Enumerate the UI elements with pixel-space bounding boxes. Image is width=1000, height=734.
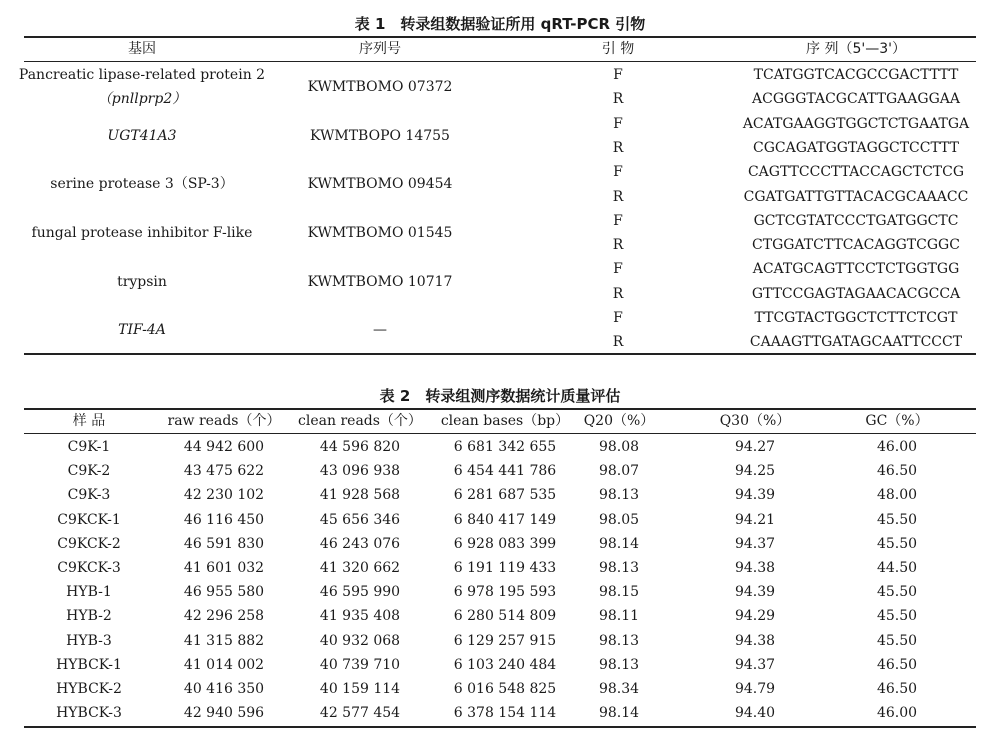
gc: 45.50 (876, 511, 918, 528)
primer-reverse: R (612, 188, 624, 205)
accession-number: KWMTBOMO 09454 (307, 176, 453, 193)
sample-name: HYBCK-2 (56, 681, 122, 697)
table2-header-rule (24, 433, 976, 434)
clean-bases: 6 454 441 786 (453, 463, 557, 480)
q20: 98.05 (598, 511, 640, 528)
header-gene: 基因 (128, 41, 156, 57)
clean-reads: 46 595 990 (319, 584, 401, 601)
sample-name: HYB-1 (66, 584, 112, 601)
clean-bases: 6 103 240 484 (453, 656, 557, 673)
q30: 94.37 (734, 535, 776, 552)
sequence-forward: TCATGGTCACGCCGACTTTT (753, 67, 959, 83)
sample-name: C9KCK-1 (57, 511, 121, 528)
raw-reads: 42 940 596 (183, 705, 265, 722)
raw-reads: 41 601 032 (183, 560, 265, 576)
header-sample: 样 品 (72, 413, 106, 429)
header-clean-bases: clean bases（bp） (440, 413, 570, 429)
primer-forward: F (613, 164, 623, 181)
raw-reads: 40 416 350 (183, 681, 265, 697)
q30: 94.29 (734, 608, 776, 625)
raw-reads: 41 315 882 (183, 632, 265, 649)
header-accession: 序列号 (359, 41, 401, 57)
accession-number: KWMTBOPO 14755 (310, 127, 450, 144)
table2-top-rule (24, 408, 976, 410)
q30: 94.27 (734, 439, 776, 455)
raw-reads: 41 014 002 (183, 656, 265, 673)
primer-reverse: R (612, 285, 624, 302)
clean-reads: 41 320 662 (319, 560, 401, 576)
q20: 98.13 (598, 487, 640, 504)
clean-reads: 40 159 114 (319, 681, 401, 697)
q20: 98.13 (598, 632, 640, 649)
sample-name: C9KCK-3 (57, 560, 121, 576)
sequence-forward: CAGTTCCCTTACCAGCTCTCG (747, 164, 965, 181)
q30: 94.39 (734, 487, 776, 504)
clean-bases: 6 280 514 809 (453, 608, 557, 625)
header-q20: Q20（%） (583, 413, 655, 429)
primer-forward: F (613, 212, 623, 229)
clean-reads: 46 243 076 (319, 535, 401, 552)
q20: 98.14 (598, 535, 640, 552)
sample-name: C9K-2 (67, 463, 111, 480)
q20: 98.11 (598, 608, 640, 625)
raw-reads: 46 955 580 (183, 584, 265, 601)
table1-top-rule (24, 36, 976, 38)
q20: 98.15 (598, 584, 640, 601)
header-raw-reads: raw reads（个） (167, 413, 281, 429)
gc: 46.00 (876, 705, 918, 722)
clean-reads: 41 928 568 (319, 487, 401, 504)
sample-name: C9K-1 (67, 439, 111, 455)
clean-reads: 42 577 454 (319, 705, 401, 722)
primer-forward: F (613, 115, 623, 132)
table1-header-rule (24, 61, 976, 62)
primer-forward: F (613, 310, 623, 326)
q20: 98.07 (598, 463, 640, 480)
gene-abbrev: （pnllprp2） (97, 91, 187, 108)
clean-bases: 6 281 687 535 (453, 487, 557, 504)
clean-reads: 44 596 820 (319, 439, 401, 455)
clean-bases: 6 978 195 593 (453, 584, 557, 601)
sample-name: C9KCK-2 (57, 535, 121, 552)
sample-name: HYBCK-1 (56, 656, 122, 673)
q30: 94.25 (734, 463, 776, 480)
q20: 98.13 (598, 560, 640, 576)
header-gc: GC（%） (865, 413, 929, 429)
primer-forward: F (613, 261, 623, 278)
sequence-reverse: CAAAGTTGATAGCAATTCCCT (749, 334, 963, 351)
clean-bases: 6 928 083 399 (453, 535, 557, 552)
gene-name: Pancreatic lipase-related protein 2 (18, 67, 266, 83)
clean-reads: 41 935 408 (319, 608, 401, 625)
gene-name: TIF-4A (118, 322, 166, 339)
raw-reads: 46 591 830 (183, 535, 265, 552)
sample-name: HYB-3 (66, 632, 112, 649)
header-primer: 引 物 (601, 41, 635, 57)
clean-reads: 45 656 346 (319, 511, 401, 528)
sample-name: HYB-2 (66, 608, 112, 625)
gc: 46.50 (876, 656, 918, 673)
q30: 94.21 (734, 511, 776, 528)
table2-bottom-rule (24, 726, 976, 728)
header-sequence: 序 列（5'—3'） (806, 41, 906, 57)
sequence-forward: TTCGTACTGGCTCTTCTCGT (754, 310, 958, 326)
q30: 94.38 (734, 632, 776, 649)
primer-reverse: R (612, 334, 624, 351)
clean-bases: 6 016 548 825 (453, 681, 557, 697)
sequence-forward: ACATGAAGGTGGCTCTGAATGA (742, 115, 970, 132)
raw-reads: 42 296 258 (183, 608, 265, 625)
header-clean-reads: clean reads（个） (298, 413, 422, 429)
gc: 45.50 (876, 632, 918, 649)
sample-name: HYBCK-3 (56, 705, 122, 722)
gc: 46.00 (876, 439, 918, 455)
q20: 98.14 (598, 705, 640, 722)
accession-number: — (373, 322, 387, 339)
header-q30: Q30（%） (719, 413, 791, 429)
accession-number: KWMTBOMO 07372 (307, 79, 453, 96)
primer-forward: F (613, 67, 623, 83)
sequence-forward: ACATGCAGTTCCTCTGGTGG (752, 261, 960, 278)
primer-reverse: R (612, 91, 624, 108)
clean-bases: 6 681 342 655 (453, 439, 557, 455)
gene-name: fungal protease inhibitor F-like (31, 224, 253, 241)
clean-bases: 6 191 119 433 (453, 560, 557, 576)
table2-caption: 表 2 转录组测序数据统计质量评估 (379, 387, 621, 405)
clean-bases: 6 840 417 149 (453, 511, 557, 528)
q20: 98.34 (598, 681, 640, 697)
sequence-forward: GCTCGTATCCCTGATGGCTC (753, 212, 959, 229)
q20: 98.08 (598, 439, 640, 455)
sequence-reverse: ACGGGTACGCATTGAAGGAA (752, 91, 960, 108)
raw-reads: 42 230 102 (183, 487, 265, 504)
primer-reverse: R (612, 237, 624, 254)
sequence-reverse: CTGGATCTTCACAGGTCGGC (752, 237, 960, 254)
q30: 94.40 (734, 705, 776, 722)
gc: 46.50 (876, 681, 918, 697)
gene-name: serine protease 3（SP-3） (50, 176, 234, 193)
raw-reads: 43 475 622 (183, 463, 265, 480)
sequence-reverse: CGATGATTGTTACACGCAAACC (743, 188, 969, 205)
clean-reads: 43 096 938 (319, 463, 401, 480)
primer-reverse: R (612, 139, 624, 156)
q20: 98.13 (598, 656, 640, 673)
accession-number: KWMTBOMO 01545 (307, 224, 453, 241)
q30: 94.37 (734, 656, 776, 673)
gc: 46.50 (876, 463, 918, 480)
clean-bases: 6 129 257 915 (453, 632, 557, 649)
clean-reads: 40 932 068 (319, 632, 401, 649)
sequence-reverse: CGCAGATGGTAGGCTCCTTT (752, 139, 959, 156)
raw-reads: 46 116 450 (183, 511, 265, 528)
raw-reads: 44 942 600 (183, 439, 265, 455)
gc: 45.50 (876, 535, 918, 552)
gc: 44.50 (876, 560, 918, 576)
clean-reads: 40 739 710 (319, 656, 401, 673)
gene-name: UGT41A3 (107, 127, 177, 144)
q30: 94.39 (734, 584, 776, 601)
sample-name: C9K-3 (67, 487, 111, 504)
table1-bottom-rule (24, 353, 976, 355)
q30: 94.79 (734, 681, 776, 697)
gc: 45.50 (876, 608, 918, 625)
clean-bases: 6 378 154 114 (453, 705, 557, 722)
gc: 48.00 (876, 487, 918, 504)
gc: 45.50 (876, 584, 918, 601)
gene-name: trypsin (117, 273, 167, 290)
sequence-reverse: GTTCCGAGTAGAACACGCCA (751, 285, 961, 302)
q30: 94.38 (734, 560, 776, 576)
accession-number: KWMTBOMO 10717 (307, 273, 453, 290)
table1-caption: 表 1 转录组数据验证所用 qRT-PCR 引物 (354, 15, 646, 33)
